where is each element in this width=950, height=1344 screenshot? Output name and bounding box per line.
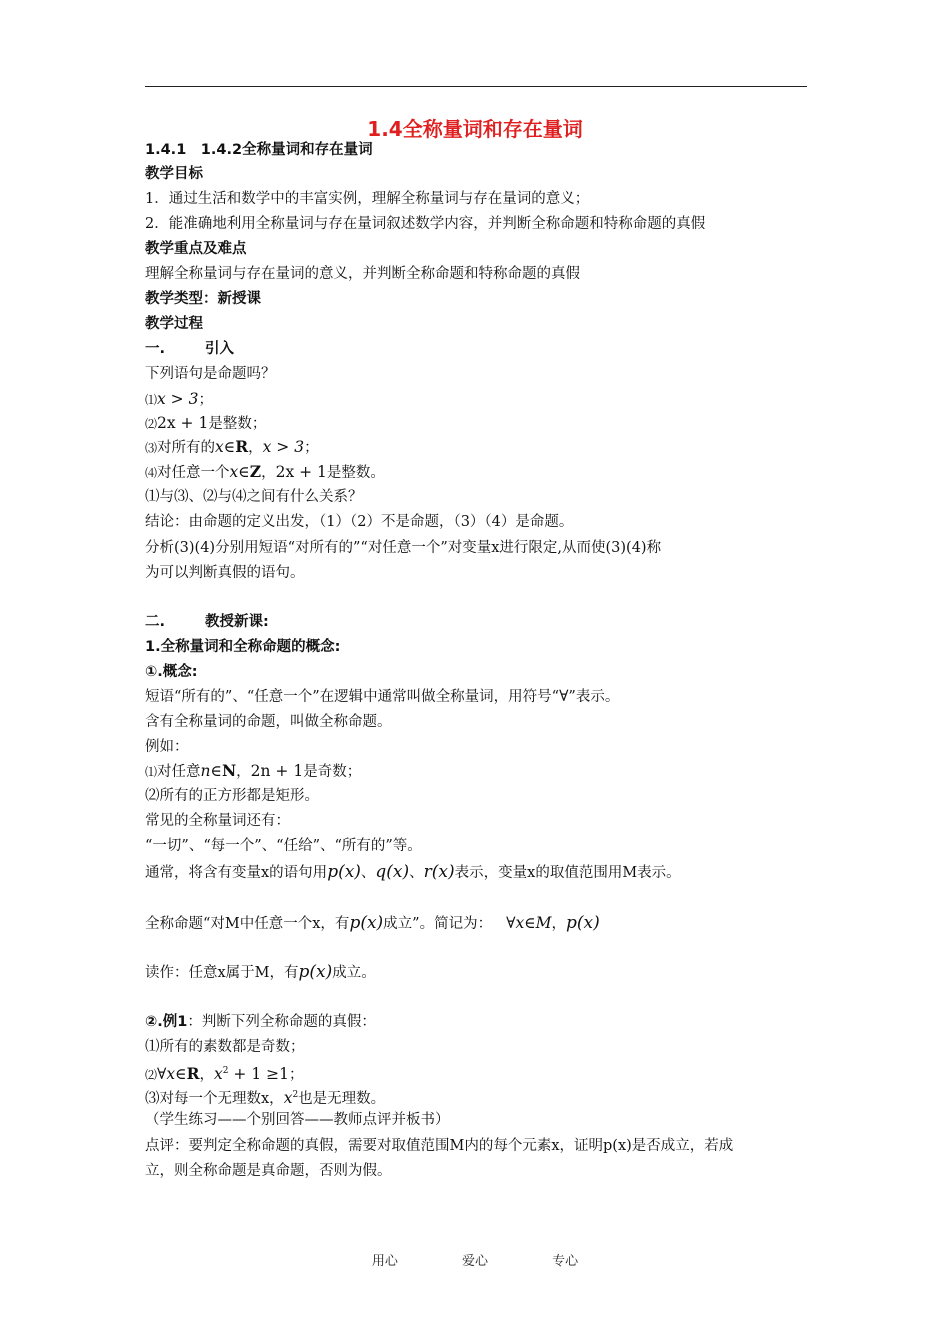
conclusion: 结论：由命题的定义出发，（1）（2）不是命题，（3）（4）是命题。 <box>145 514 574 530</box>
goal-item-1: 1．通过生活和数学中的丰富实例，理解全称量词与存在量词的意义； <box>145 191 590 207</box>
exercise-2: ⑵∀x∈R，$x^2 + 1 \ge 1$； <box>145 1064 304 1083</box>
relation-question: ⑴与⑶、⑵与⑷之间有什么关系？ <box>145 489 363 505</box>
question-4: ⑷对任意一个x∈Z，2x + 1是整数。 <box>145 462 385 481</box>
goals-heading: 教学目标 <box>145 166 203 182</box>
example-1: ⑴对任意n∈N，2n + 1是奇数； <box>145 761 362 780</box>
math-expression: 2n + 1 <box>250 762 304 780</box>
header-rule <box>145 86 807 87</box>
forall-symbol: ∀ <box>559 687 569 705</box>
reading-line: 读作：任意x属于M，有p(x)成立。 <box>145 962 376 982</box>
math-expression: x > 3 <box>262 438 305 456</box>
key-points-text: 理解全称量词与存在量词的意义，并判断全称命题和特称命题的真假 <box>145 266 580 282</box>
comment-line-2: 立，则全称命题是真命题，否则为假。 <box>145 1163 392 1179</box>
goal-item-2: 2．能准确地利用全称量词与存在量词叙述数学内容，并判断全称命题和特称命题的真假 <box>145 216 706 232</box>
math-expression: 2x + 1 <box>157 414 209 432</box>
section-subtitle: 1.4.1 1.4.2全称量词和存在量词 <box>145 142 373 158</box>
comment-line-1: 点评：要判定全称命题的真假，需要对取值范围M内的每个元素x，证明p(x)是否成立，若成 <box>145 1138 734 1154</box>
math-expression: x > 3 <box>157 390 199 408</box>
intro-title: 引入 <box>205 341 235 357</box>
intro-question: 下列语句是命题吗？ <box>145 366 276 382</box>
section-1-heading: 1.全称量词和全称命题的概念: <box>145 639 341 655</box>
key-points-heading: 教学重点及难点 <box>145 241 247 257</box>
example-label: 例如： <box>145 739 189 755</box>
lesson-type: 教学类型：新授课 <box>145 291 261 307</box>
footer-word-1: 用心 <box>371 1254 398 1269</box>
new-lesson-title: 教授新课: <box>205 614 269 630</box>
analysis-line-2: 为可以判断真假的语句。 <box>145 565 305 581</box>
footer-word-2: 爱心 <box>461 1254 488 1269</box>
concept-line-2: 含有全称量词的命题，叫做全称命题。 <box>145 714 392 730</box>
analysis-line-1: 分析(3)(4)分别用短语“对所有的”“对任意一个”对变量x进行限定,从而使(3)(4)称 <box>145 540 662 556</box>
quantifier-list: “一切”、“每一个”、“任给”、“所有的”等。 <box>145 838 422 854</box>
concept-line-1: 短语“所有的”、“任意一个”在逻辑中通常叫做全称量词，用符号“∀”表示。 <box>145 687 620 705</box>
intro-number: 一. <box>145 341 166 357</box>
notation-line: 通常，将含有变量x的语句用p(x)、q(x)、r(x)表示，变量x的取值范围用M表示。 <box>145 862 681 882</box>
common-quantifiers: 常见的全称量词还有： <box>145 813 290 829</box>
page-footer <box>0 1250 950 1269</box>
new-lesson-number: 二. <box>145 614 166 630</box>
exercise-3: ⑶对每一个无理数x，$x^2$也是无理数。 <box>145 1089 386 1107</box>
intro-heading <box>145 339 234 359</box>
example-2: ⑵所有的正方形都是矩形。 <box>145 788 319 804</box>
exercise-1: ⑴所有的素数都是奇数； <box>145 1039 305 1055</box>
process-heading: 教学过程 <box>145 316 203 332</box>
footer-word-3: 专心 <box>552 1254 579 1269</box>
example-1-heading: ②.例1：判断下列全称命题的真假： <box>145 1014 376 1030</box>
new-lesson-heading <box>145 612 269 632</box>
concept-label: ①.概念: <box>145 664 198 680</box>
practice-note: （学生练习——个别回答——教师点评并板书） <box>145 1112 450 1128</box>
math-expression: 2x + 1 <box>275 463 327 481</box>
question-1: ⑴x > 3； <box>145 390 213 408</box>
universal-proposition: 全称命题“对M中任意一个x，有p(x)成立”。简记为： ∀x∈M，p(x) <box>145 913 600 933</box>
question-2: ⑵2x + 1是整数； <box>145 414 267 432</box>
question-3: ⑶对所有的x∈R，x > 3； <box>145 437 319 456</box>
document-title: 1.4全称量词和存在量词 <box>367 117 583 141</box>
